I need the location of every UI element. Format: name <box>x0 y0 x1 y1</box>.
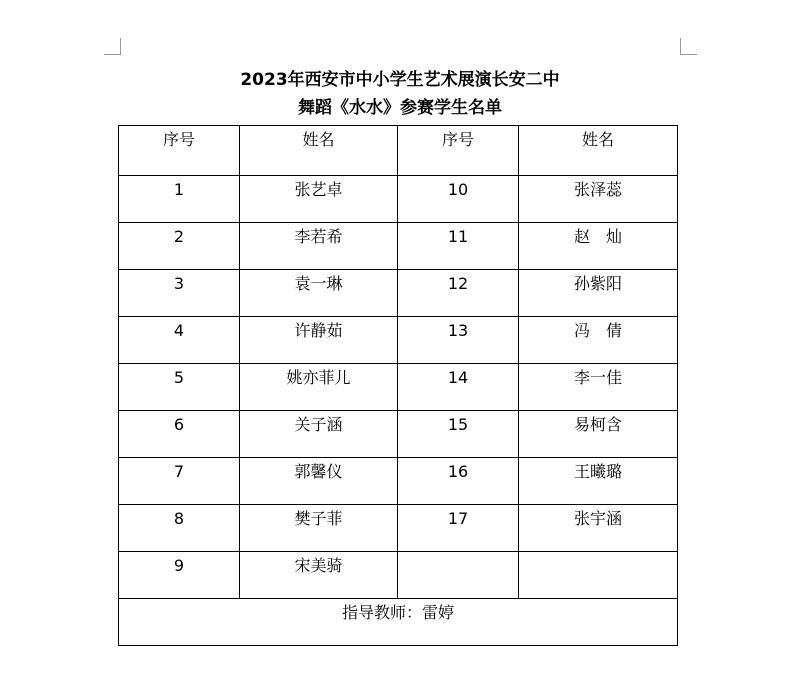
header-number-right: 序号 <box>398 126 519 176</box>
student-name-left-text: 许静茹 <box>294 321 343 340</box>
student-number-left-text: 5 <box>173 368 185 387</box>
student-name-right <box>519 552 678 599</box>
student-number-right <box>398 505 519 552</box>
header-name-right: 姓名 <box>519 126 678 176</box>
student-number-right-text: 15 <box>447 415 469 434</box>
student-name-left <box>240 223 398 270</box>
student-number-right-text: 11 <box>447 227 469 246</box>
student-number-right-text: 17 <box>447 509 469 528</box>
student-number-right <box>398 364 519 411</box>
table-row <box>119 505 678 552</box>
student-name-left-text: 郭馨仪 <box>294 462 343 481</box>
student-number-left <box>119 317 240 364</box>
student-name-left-text: 袁一琳 <box>294 274 343 293</box>
student-number-right-text: 10 <box>447 180 469 199</box>
student-name-left <box>240 364 398 411</box>
instructor-label: 指导教师：雷婷 <box>119 599 678 646</box>
student-number-left-text: 9 <box>173 556 185 575</box>
table-header-row <box>119 126 678 176</box>
student-number-right <box>398 176 519 223</box>
student-name-right <box>519 458 678 505</box>
student-name-left <box>240 176 398 223</box>
student-name-right <box>519 411 678 458</box>
table-footer-row <box>119 599 678 646</box>
student-name-left <box>240 270 398 317</box>
student-number-left <box>119 364 240 411</box>
student-name-left <box>240 458 398 505</box>
document-title-line2: 舞蹈《水水》参赛学生名单 <box>298 98 502 118</box>
student-name-left-text: 宋美骑 <box>294 556 343 575</box>
student-name-right-text: 孙紫阳 <box>573 274 622 293</box>
student-name-right <box>519 317 678 364</box>
student-name-right-text: 易柯含 <box>573 415 622 434</box>
student-number-left-text: 8 <box>173 509 185 528</box>
table-row <box>119 552 678 599</box>
student-number-right <box>398 411 519 458</box>
student-number-left-text: 7 <box>173 462 185 481</box>
student-number-left <box>119 458 240 505</box>
page-corner-mark-top-right <box>680 38 697 55</box>
table-row <box>119 364 678 411</box>
student-name-left-text: 李若希 <box>294 227 343 246</box>
student-number-right-text: 13 <box>447 321 469 340</box>
table-row <box>119 223 678 270</box>
table-row <box>119 270 678 317</box>
student-name-left-text: 关子涵 <box>294 415 343 434</box>
student-name-right-text: 张泽蕊 <box>573 180 622 199</box>
student-number-left-text: 6 <box>173 415 185 434</box>
student-number-left <box>119 411 240 458</box>
student-number-left <box>119 176 240 223</box>
student-name-left <box>240 317 398 364</box>
student-name-right-text: 冯 倩 <box>573 321 622 340</box>
student-number-right-text <box>398 552 518 556</box>
student-number-left-text: 2 <box>173 227 185 246</box>
student-number-left <box>119 270 240 317</box>
student-number-left <box>119 223 240 270</box>
student-name-left-text: 张艺卓 <box>294 180 343 199</box>
student-number-right-text: 14 <box>447 368 469 387</box>
student-name-right <box>519 270 678 317</box>
student-number-left-text: 1 <box>173 180 185 199</box>
student-name-right <box>519 505 678 552</box>
student-number-left <box>119 552 240 599</box>
header-name-left: 姓名 <box>240 126 398 176</box>
header-number-left: 序号 <box>119 126 240 176</box>
student-number-right <box>398 552 519 599</box>
student-number-right <box>398 270 519 317</box>
student-number-right-text: 16 <box>447 462 469 481</box>
student-number-right <box>398 317 519 364</box>
student-name-right-text: 赵 灿 <box>573 227 622 246</box>
table-row <box>119 176 678 223</box>
student-number-right <box>398 458 519 505</box>
student-name-right-text <box>519 552 677 556</box>
student-name-left <box>240 505 398 552</box>
student-name-right <box>519 176 678 223</box>
student-name-right-text: 张宇涵 <box>573 509 622 528</box>
page-corner-mark-top-left <box>104 38 121 55</box>
student-name-right-text: 王曦璐 <box>573 462 622 481</box>
student-name-right <box>519 223 678 270</box>
table-row <box>119 458 678 505</box>
document-title-line1: 2023年西安市中小学生艺术展演长安二中 <box>240 70 560 90</box>
student-name-left-text: 樊子菲 <box>294 509 343 528</box>
student-name-left <box>240 552 398 599</box>
student-number-left-text: 3 <box>173 274 185 293</box>
student-number-right <box>398 223 519 270</box>
student-name-left-text: 姚亦菲儿 <box>286 368 351 387</box>
student-roster-table <box>118 125 678 646</box>
student-number-left-text: 4 <box>173 321 185 340</box>
student-number-right-text: 12 <box>447 274 469 293</box>
student-name-left <box>240 411 398 458</box>
table-row <box>119 411 678 458</box>
table-row <box>119 317 678 364</box>
student-number-left <box>119 505 240 552</box>
student-name-right <box>519 364 678 411</box>
student-name-right-text: 李一佳 <box>573 368 622 387</box>
